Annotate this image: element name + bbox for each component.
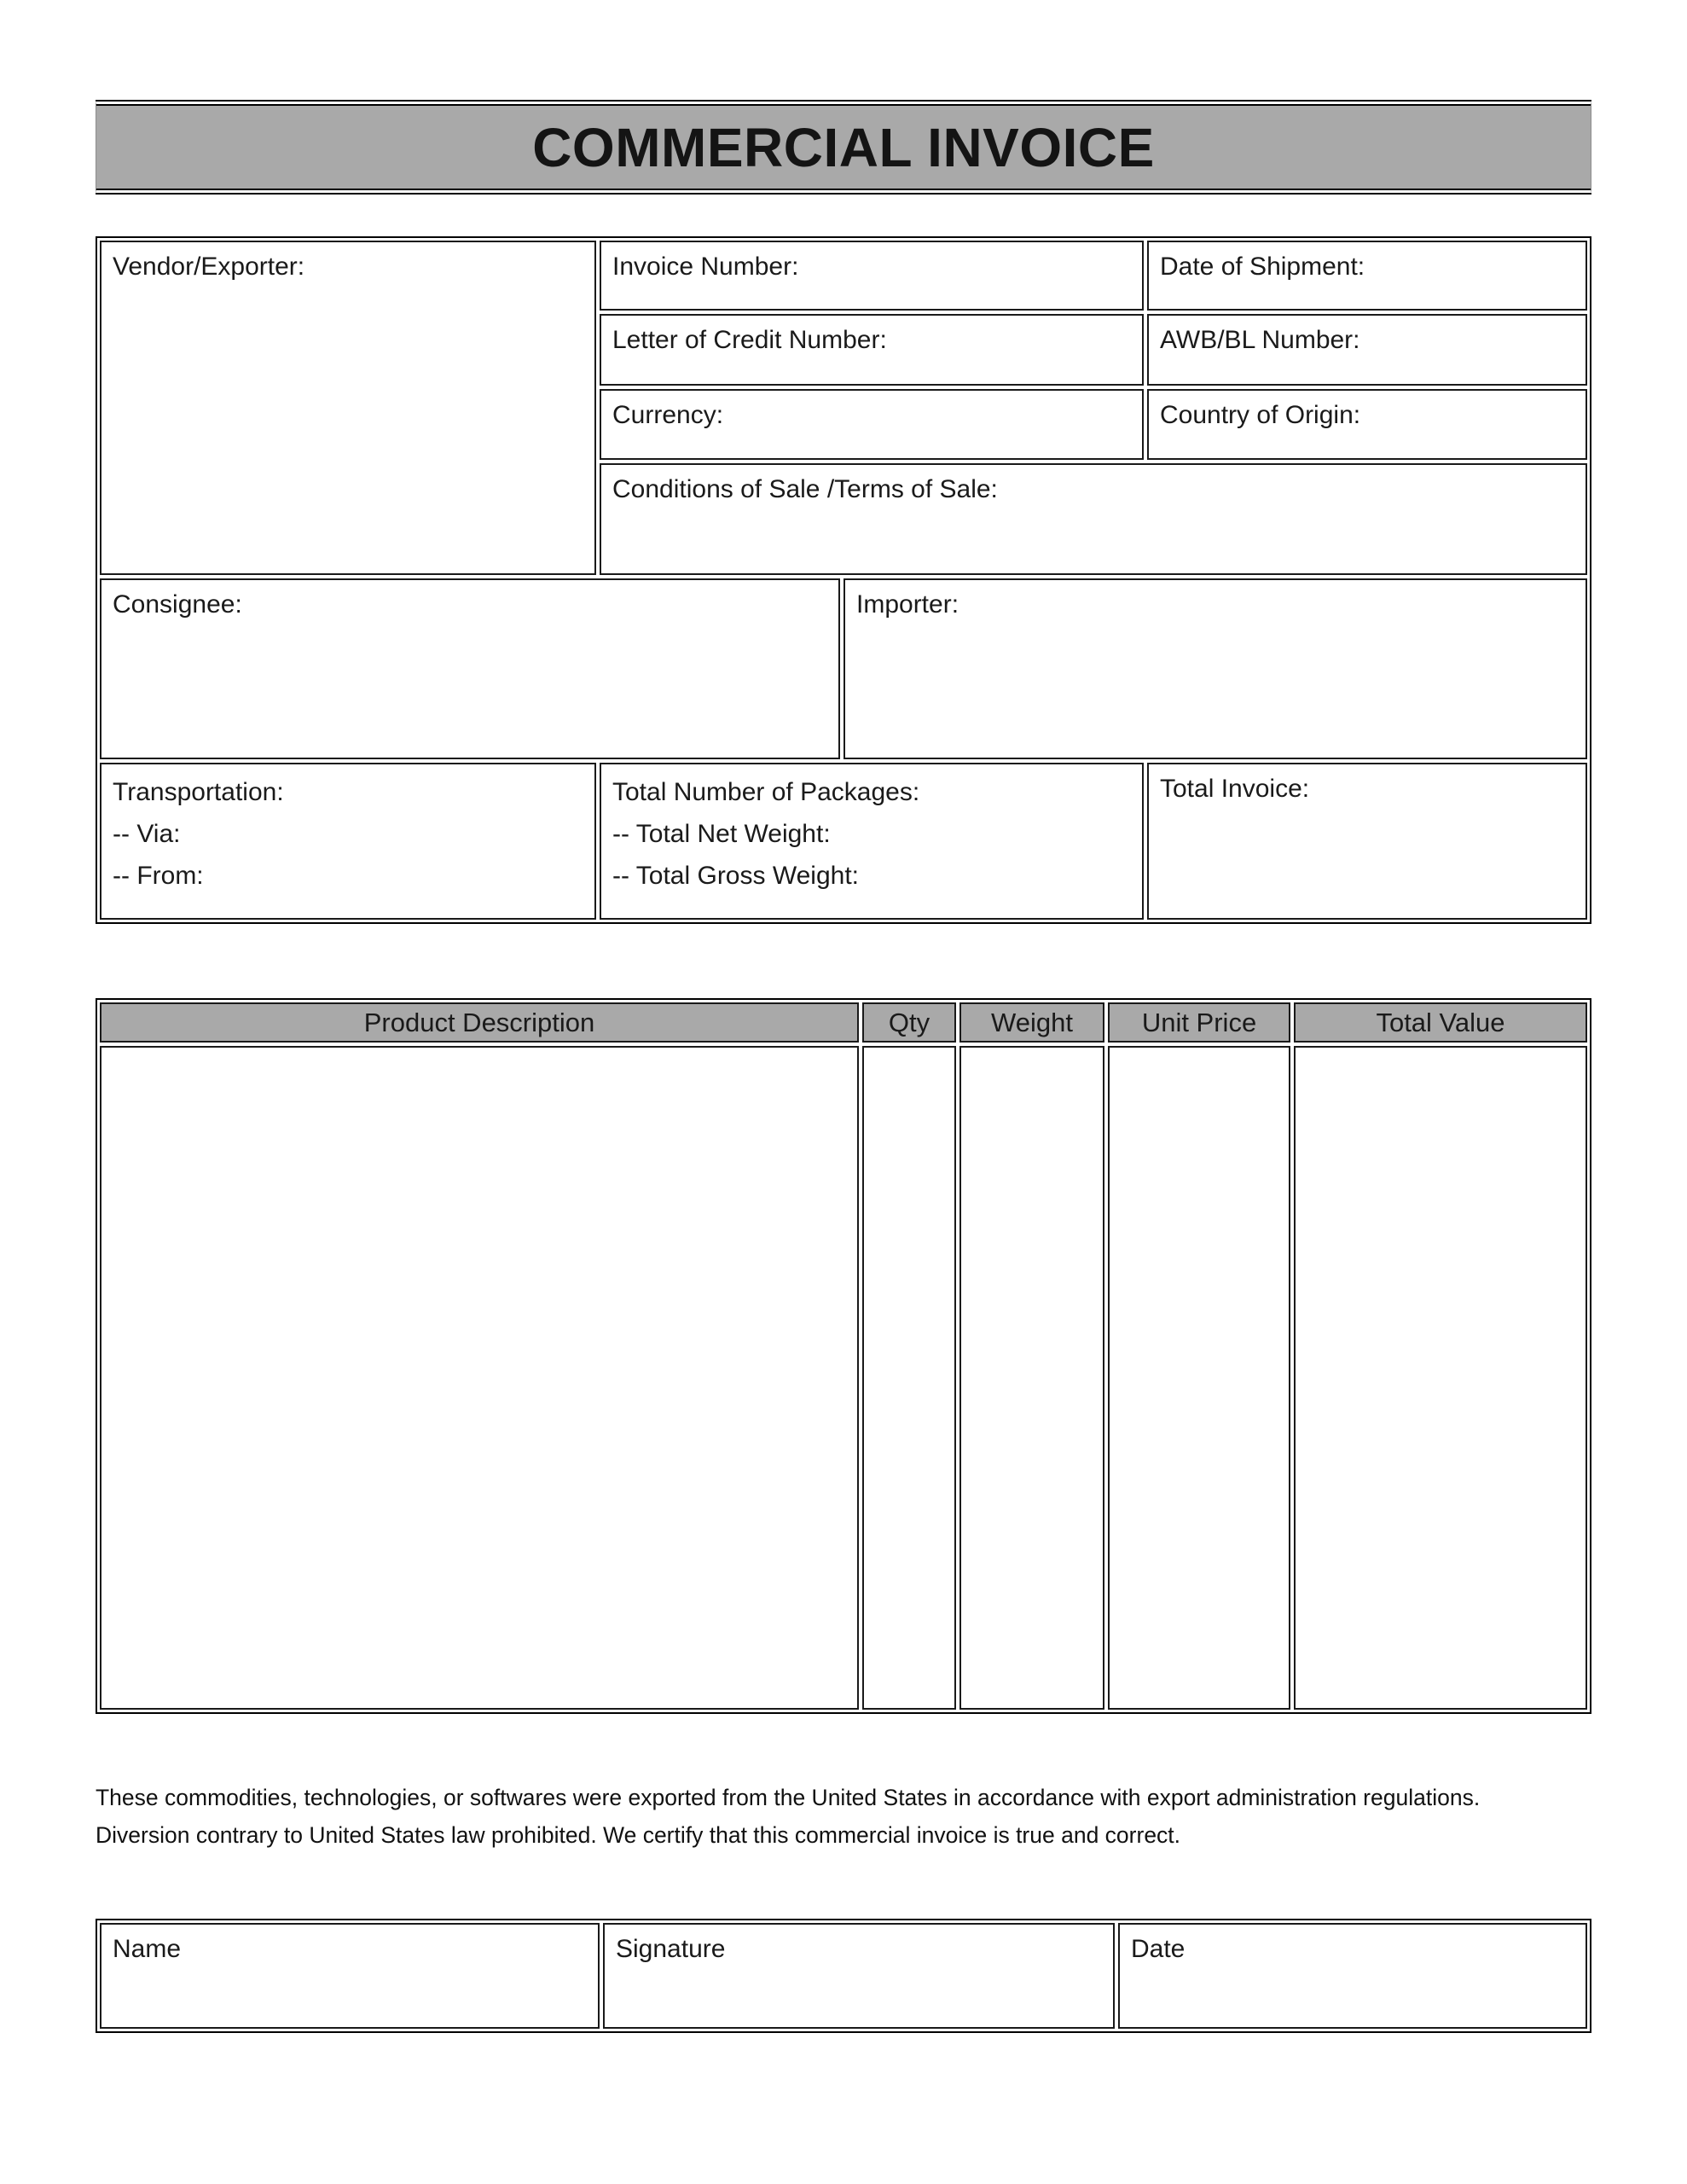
- certification-statement: [96, 1779, 1591, 1854]
- weight-cell[interactable]: [959, 1046, 1104, 1710]
- product-description-cell[interactable]: [100, 1046, 859, 1710]
- info-row-2: [600, 314, 1587, 386]
- invoice-number-label: Invoice Number:: [612, 253, 799, 281]
- header-weight: Weight: [959, 1002, 1104, 1043]
- signature-label: Signature: [616, 1935, 726, 1963]
- total-invoice-label: Total Invoice:: [1160, 775, 1310, 803]
- consignee-cell[interactable]: [100, 578, 840, 759]
- certification-line-2: Diversion contrary to United States law prohibited. We certify that this commercial invoice is true and correct.: [96, 1822, 1181, 1848]
- unit-price-cell[interactable]: [1108, 1046, 1290, 1710]
- transportation-from-label: -- From:: [113, 861, 204, 890]
- date-of-shipment-label: Date of Shipment:: [1160, 253, 1365, 281]
- letter-of-credit-label: Letter of Credit Number:: [612, 326, 887, 354]
- page-title: COMMERCIAL INVOICE: [532, 116, 1155, 178]
- info-row-3: [600, 389, 1587, 460]
- product-table: [96, 998, 1591, 1714]
- title-bar: [96, 100, 1591, 195]
- document-content: [96, 0, 1591, 2033]
- name-cell[interactable]: [100, 1923, 600, 2029]
- importer-label: Importer:: [856, 590, 959, 619]
- country-of-origin-label: Country of Origin:: [1160, 401, 1361, 429]
- awb-bl-number-cell[interactable]: [1147, 314, 1587, 386]
- conditions-of-sale-cell[interactable]: [600, 463, 1587, 575]
- name-label: Name: [113, 1935, 182, 1963]
- product-table-body-row: [100, 1046, 1587, 1710]
- total-packages-cell[interactable]: [600, 763, 1144, 920]
- currency-cell[interactable]: [600, 389, 1144, 460]
- country-of-origin-cell[interactable]: [1147, 389, 1587, 460]
- currency-label: Currency:: [612, 401, 724, 429]
- transportation-cell[interactable]: [100, 763, 596, 920]
- total-gross-weight-label: -- Total Gross Weight:: [612, 861, 859, 890]
- importer-cell[interactable]: [844, 578, 1587, 759]
- transportation-via-label: -- Via:: [113, 819, 181, 848]
- invoice-number-cell[interactable]: [600, 241, 1144, 311]
- info-row-top: [100, 241, 1587, 575]
- header-qty: Qty: [862, 1002, 956, 1043]
- date-label: Date: [1131, 1935, 1186, 1963]
- certification-line-1: These commodities, technologies, or softwares were exported from the United States in accordance with export administration regulations.: [96, 1785, 1481, 1810]
- qty-cell[interactable]: [862, 1046, 956, 1710]
- signature-table: [96, 1919, 1591, 2033]
- consignee-importer-row: [100, 578, 1587, 759]
- total-packages-label: Total Number of Packages:: [612, 778, 920, 806]
- info-right-column: [600, 241, 1587, 575]
- signature-row: [100, 1923, 1587, 2029]
- total-net-weight-label: -- Total Net Weight:: [612, 819, 831, 848]
- vendor-exporter-label: Vendor/Exporter:: [113, 253, 305, 281]
- date-of-shipment-cell[interactable]: [1147, 241, 1587, 311]
- vendor-exporter-cell[interactable]: [100, 241, 596, 575]
- total-invoice-cell[interactable]: [1147, 763, 1587, 920]
- header-unit-price: Unit Price: [1108, 1002, 1290, 1043]
- shipment-info-table: [96, 236, 1591, 924]
- transportation-label: Transportation:: [113, 778, 284, 806]
- consignee-label: Consignee:: [113, 590, 242, 619]
- transportation-row: [100, 763, 1587, 920]
- signature-cell[interactable]: [603, 1923, 1115, 2029]
- info-row-1: [600, 241, 1587, 311]
- conditions-of-sale-label: Conditions of Sale /Terms of Sale:: [612, 475, 998, 503]
- awb-bl-number-label: AWB/BL Number:: [1160, 326, 1360, 354]
- header-total-value: Total Value: [1294, 1002, 1587, 1043]
- total-value-cell[interactable]: [1294, 1046, 1587, 1710]
- product-table-header-row: [100, 1002, 1587, 1043]
- info-row-4: [600, 463, 1587, 575]
- letter-of-credit-cell[interactable]: [600, 314, 1144, 386]
- header-product-description: Product Description: [100, 1002, 859, 1043]
- date-cell[interactable]: [1118, 1923, 1587, 2029]
